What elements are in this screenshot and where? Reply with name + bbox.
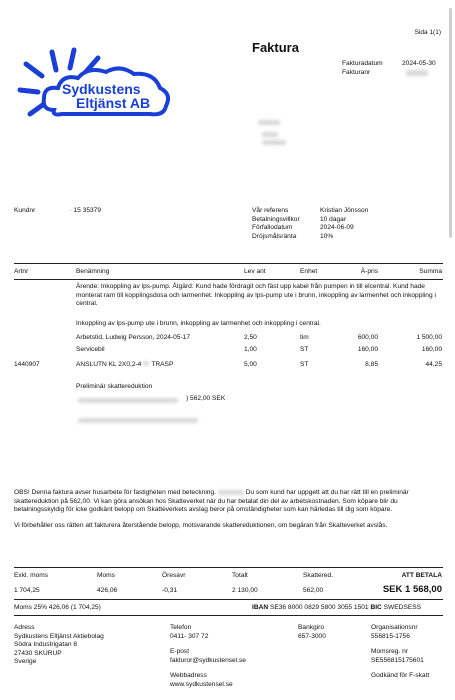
epost-label: E-post (170, 648, 190, 656)
invoice-meta (342, 60, 436, 77)
telefon-label: Telefon (170, 624, 192, 631)
moms-label: Moms (97, 572, 115, 579)
webb-label: Webbadress (170, 672, 207, 680)
redacted (262, 140, 286, 145)
footer-org (371, 624, 429, 681)
row-enhet: ST (300, 346, 309, 353)
redacted (218, 490, 244, 495)
iban-value: SE36 8000 0829 5800 3055 1501 (269, 604, 369, 611)
row-apris: 8,85 (365, 361, 378, 368)
redacted (258, 120, 280, 125)
item-description: Ärende: Inkoppling av lps-pump. Åtgärd: Kund hade fördragit och fäst upp kabel från pumpen in till elcentral. Kund hade monterat ram till kopplingsdosa och larmenhet. Inkoppling av lps-pump ute i brunn, inkoppling av larmenhet och inkoppling i central. (76, 283, 436, 308)
epost-link[interactable]: fakturor@sydkustensel.se (170, 656, 246, 664)
ref-value: 10% (320, 232, 334, 240)
oresavr-label: Öresavr (162, 572, 186, 579)
row-summa: 44,25 (425, 361, 442, 368)
row-benamning: Servicebil (76, 346, 105, 353)
orgnr-label: Organisationsnr (371, 624, 418, 631)
customer-number-value: 15 35379 (73, 207, 102, 214)
row-enhet: tim (300, 334, 309, 341)
col-enhet: Enhet (300, 268, 318, 275)
col-benamning: Benämning (76, 268, 110, 275)
invoice-title: Faktura (252, 40, 299, 55)
exkl-moms-label: Exkl. moms (14, 572, 49, 579)
scrollbar[interactable] (449, 8, 452, 238)
ref-label: Förfallodatum (252, 224, 293, 232)
row-lev-ant: 1,00 (244, 346, 257, 353)
moms-summary: Moms 25% 426,06 (1 704,25) (14, 604, 101, 611)
note-p1a: OBS! Denna faktura avser husarbete för fastigheten med beteckning. (14, 489, 216, 496)
redacted (78, 418, 198, 423)
address-label: Adress (14, 624, 35, 631)
row-artnr: 1440907 (14, 361, 40, 368)
exkl-moms-value: 1 704,25 (14, 587, 40, 594)
footer-bank (298, 624, 326, 641)
fskatt-text: Godkänd för F-skatt (371, 672, 430, 680)
bankgiro-label: Bankgiro (298, 624, 325, 631)
skattered-value: 562,00 (303, 587, 324, 594)
note-p2: Vi förbehåller oss rätten att fakturera återstående belopp, motsvarande skattereduktionen, om begäran från Skatteverket avslås. (14, 521, 388, 529)
col-summa: Summa (419, 268, 442, 275)
footer-contact (170, 624, 246, 690)
divider (14, 599, 443, 600)
address-line: Sydkustens Eltjänst Aktiebolag (14, 632, 104, 640)
col-lev-ant: Lev ant (244, 268, 266, 275)
att-betala-label: ATT BETALA (401, 572, 442, 579)
oresavr-value: -0,31 (162, 587, 178, 594)
notes (14, 489, 442, 537)
reference-block (252, 207, 368, 241)
momsreg-value: SE556815175601 (371, 656, 424, 664)
telefon-value: 0411- 307 72 (170, 632, 209, 640)
row-summa: 160,00 (421, 346, 442, 353)
row-apris: 160,00 (357, 346, 378, 353)
att-betala-value: SEK 1 568,00 (382, 584, 442, 595)
bic-label: BIC (370, 604, 382, 611)
bic-value: SWEDSESS (383, 604, 422, 611)
ref-value: Kristian Jönsson (320, 207, 369, 214)
meta-label: Fakturanr (342, 68, 371, 76)
redacted (406, 70, 428, 76)
col-artnr: Artnr (14, 268, 29, 275)
row-benamning-wrap (76, 361, 173, 370)
ref-label: Dröjsmålsränta (252, 232, 297, 240)
skattered-label: Skattered. (303, 572, 334, 579)
totalt-label: Totalt (232, 572, 248, 579)
address-line: Södra Industrigatan 8 (14, 641, 78, 649)
row-benamning-suffix: TRASP (151, 361, 174, 368)
ref-value: 10 dagar (320, 215, 347, 223)
divider (14, 263, 443, 264)
bankgiro-value: 657-3000 (298, 632, 326, 640)
svg-text:Sydkustens: Sydkustens (62, 81, 141, 97)
totalt-value: 2 130,00 (232, 587, 258, 594)
note-p1b: Du som kund har uppgett att du har rätt till en preliminär skattereduktion på 562,00. Vi kan göra ansökan hos Skatteverket när du har betalat din del av arbetskostnaden. Som köpare blir du betalningsskyldig för icke godkänt belopp om Skatteverkets avslag beror på omständigheter som kan härledas till dig som köpare. (14, 489, 409, 514)
redacted (78, 398, 178, 403)
redacted (262, 132, 278, 137)
meta-label: Fakturadatum (342, 60, 383, 67)
row-summa: 1 500,00 (416, 334, 442, 341)
moms-value: 426,06 (97, 587, 118, 594)
divider (14, 279, 443, 280)
row-enhet: ST (300, 361, 309, 368)
row-lev-ant: 5,00 (244, 361, 257, 368)
divider (14, 615, 443, 616)
footer-address (14, 624, 104, 667)
redacted (143, 361, 149, 366)
webb-link[interactable]: www.sydkustensel.se (170, 680, 233, 688)
momsreg-label: Momsreg. nr (371, 648, 409, 656)
row-benamning: ANSLUTN KL 2X0,2-4 (76, 361, 142, 368)
ref-value: 2024-06-09 (320, 224, 354, 232)
orgnr-value: 556815-1756 (371, 632, 410, 640)
iban-label: IBAN (252, 604, 269, 611)
tax-reduction-amount: ) 562,00 SEK (186, 395, 226, 402)
address-line: 27430 SKURUP (14, 649, 62, 657)
col-apris: À-pris (360, 268, 378, 275)
address-line: Sverige (14, 658, 37, 666)
tax-reduction-value: 562,00 SEK (190, 395, 226, 402)
customer-number-label: Kundnr (14, 207, 36, 214)
item-description: Inkoppling av lps-pump ute i brunn, inkoppling av larmenhet och inkoppling i central. (76, 320, 321, 327)
customer-number: Kundnr · 15 35379 (14, 207, 102, 214)
row-apris: 600,00 (357, 334, 378, 341)
ref-label: Betalningsvillkor (252, 215, 300, 223)
svg-text:Eltjänst AB: Eltjänst AB (76, 95, 151, 111)
row-lev-ant: 2,50 (244, 334, 257, 341)
tax-reduction-label: Preliminär skattereduktion (76, 383, 153, 390)
ref-label: Vår referens (252, 207, 289, 214)
row-benamning: Arbetstid, Ludwig Persson, 2024-05-17 (76, 334, 190, 341)
meta-value: 2024-05-30 (402, 60, 436, 67)
company-logo (14, 44, 174, 120)
payment-details (252, 604, 421, 611)
page-number: Sida 1(1) (414, 29, 441, 36)
divider (14, 567, 443, 568)
